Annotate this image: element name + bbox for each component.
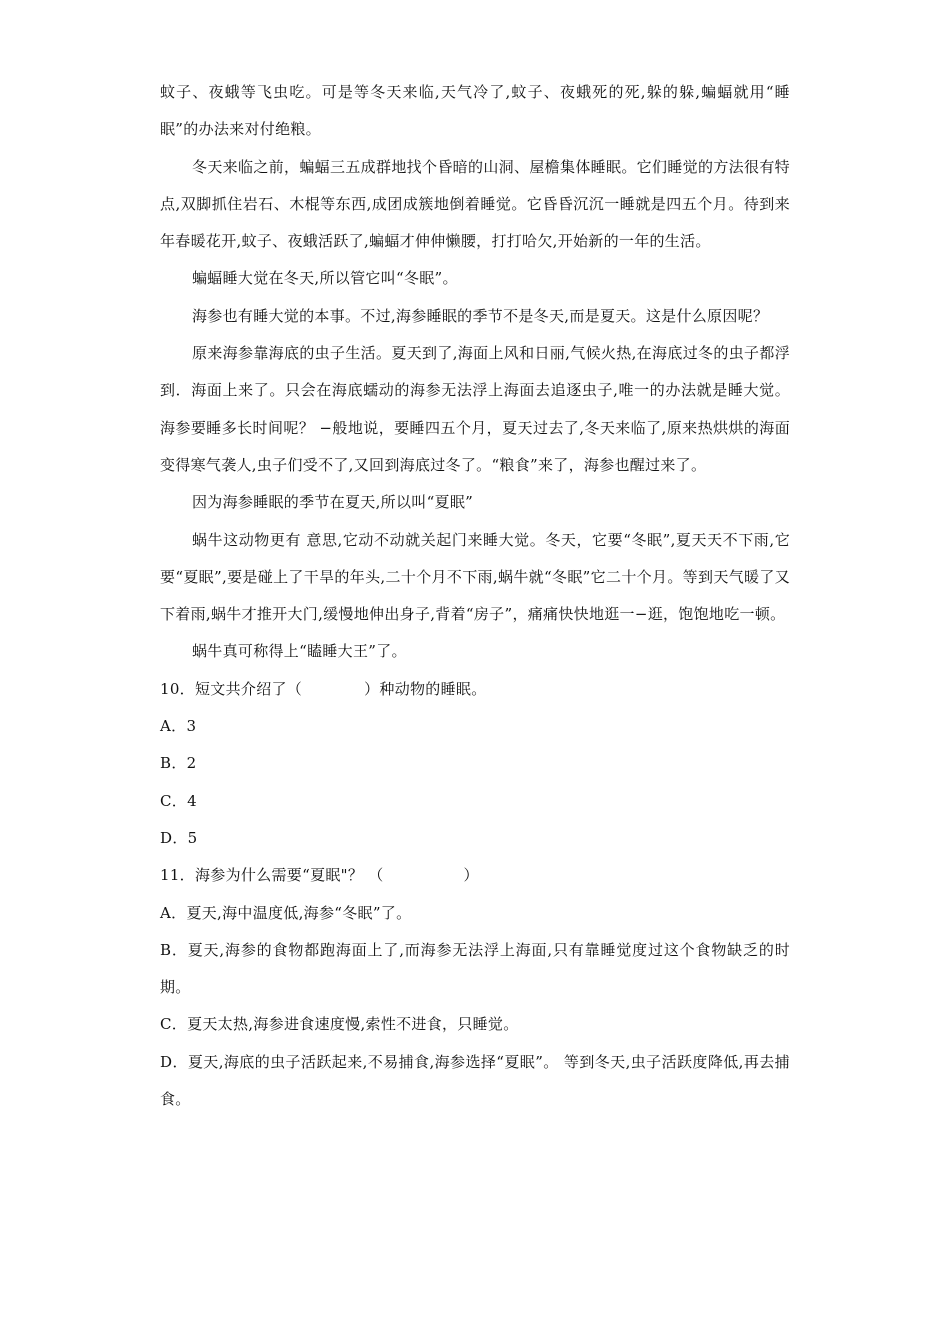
passage-paragraph-1: 蚊子、夜蛾等飞虫吃。可是等冬天来临,天气冷了,蚊子、夜蛾死的死,躲的躲,蝙蝠就用“睡眠”的办法来对付绝粮。 [160,83,790,139]
question-text-after-blank: ）种动物的睡眠。 [364,679,487,698]
question-text-after-blank: ） [463,866,479,885]
option-label: B． [160,940,188,959]
option-label: C． [160,1015,188,1034]
passage-paragraph-5: 原来海参靠海底的虫子生活。夏天到了,海面上风和日丽,气候火热,在海底过冬的虫子都浮到．海面上来了。只会在海底蠕动的海参无法浮上海面去追逐虫子,唯一的办法就是睡大觉。海参要睡多长时间呢？ −般地说，要睡四五个月，夏天过去了,冬天来临了,原来热烘烘的海面变得寒气袭人,虫子们受不了,又回到海底过冬了。“粮食”来了，海参也醒过来了。 [160,344,790,474]
option-label: C． [160,791,188,810]
question-11-stem [160,857,790,894]
option-text: 夏天太热,海参进食速度慢,索性不进食，只睡觉。 [187,1015,519,1034]
option-d[interactable] [160,820,790,857]
question-text-before-blank: 海参为什么需要“夏眠"？ （ [195,866,384,885]
option-label: D． [160,1052,188,1071]
option-c[interactable] [160,1006,790,1043]
option-d[interactable] [160,1044,790,1119]
document-page [160,74,790,1118]
passage-paragraph-3: 蝙蝠睡大觉在冬天,所以管它叫“冬眠”。 [192,269,458,288]
option-b[interactable] [160,745,790,782]
question-number: 11． [160,866,195,885]
passage-paragraph-8: 蜗牛真可称得上“瞌睡大王”了。 [192,642,407,661]
option-b[interactable] [160,932,790,1007]
option-text: 5 [187,828,198,847]
question-number: 10． [160,679,195,698]
option-label: D． [160,828,188,847]
question-text-before-blank: 短文共介绍了（ [195,679,303,698]
option-text: 2 [186,754,197,773]
option-label: A． [160,717,187,736]
option-text: 3 [186,717,197,736]
passage-paragraph-6: 因为海参睡眠的季节在夏天,所以叫“夏眠” [192,493,474,512]
option-c[interactable] [160,783,790,820]
option-text: 夏天,海中温度低,海参“冬眠”了。 [186,903,412,922]
question-10 [160,671,790,857]
option-text: 4 [187,791,197,810]
passage-paragraph-4: 海参也有睡大觉的本事。不过,海参睡眠的季节不是冬天,而是夏天。这是什么原因呢？ [192,306,769,325]
option-a[interactable] [160,895,790,932]
question-10-stem [160,671,790,708]
option-text: 夏天,海底的虫子活跃起来,不易捕食,海参选择“夏眠”。 等到冬天,虫子活跃度降低,再去捕食。 [160,1052,790,1109]
passage-paragraph-7: 蜗牛这动物更有 意思,它动不动就关起门来睡大觉。冬天，它要“冬眠”,夏天天不下雨,它要“夏眠”,要是碰上了干旱的年头,二十个月不下雨,蜗牛就“冬眠”它二十个月。等到天气暖了又下着雨,蜗牛才推开大门,缓慢地伸出身子,背着“房子”，痛痛快快地逛一−逛，饱饱地吃一顿。 [160,530,790,624]
option-a[interactable] [160,708,790,745]
option-label: A． [160,903,187,922]
option-text: 夏天,海参的食物都跑海面上了,而海参无法浮上海面,只有靠睡觉度过这个食物缺乏的时期。 [160,940,790,997]
passage-paragraph-2: 冬天来临之前，蝙蝠三五成群地找个昏暗的山洞、屋檐集体睡眠。它们睡觉的方法很有特点,双脚抓住岩石、木棍等东西,成团成簇地倒着睡觉。它昏昏沉沉一睡就是四五个月。待到来年春暖花开,蚊子、夜蛾活跃了,蝙蝠才伸伸懒腰，打打哈欠,开始新的一年的生活。 [160,157,790,251]
option-label: B． [160,754,187,773]
question-11 [160,857,790,1118]
